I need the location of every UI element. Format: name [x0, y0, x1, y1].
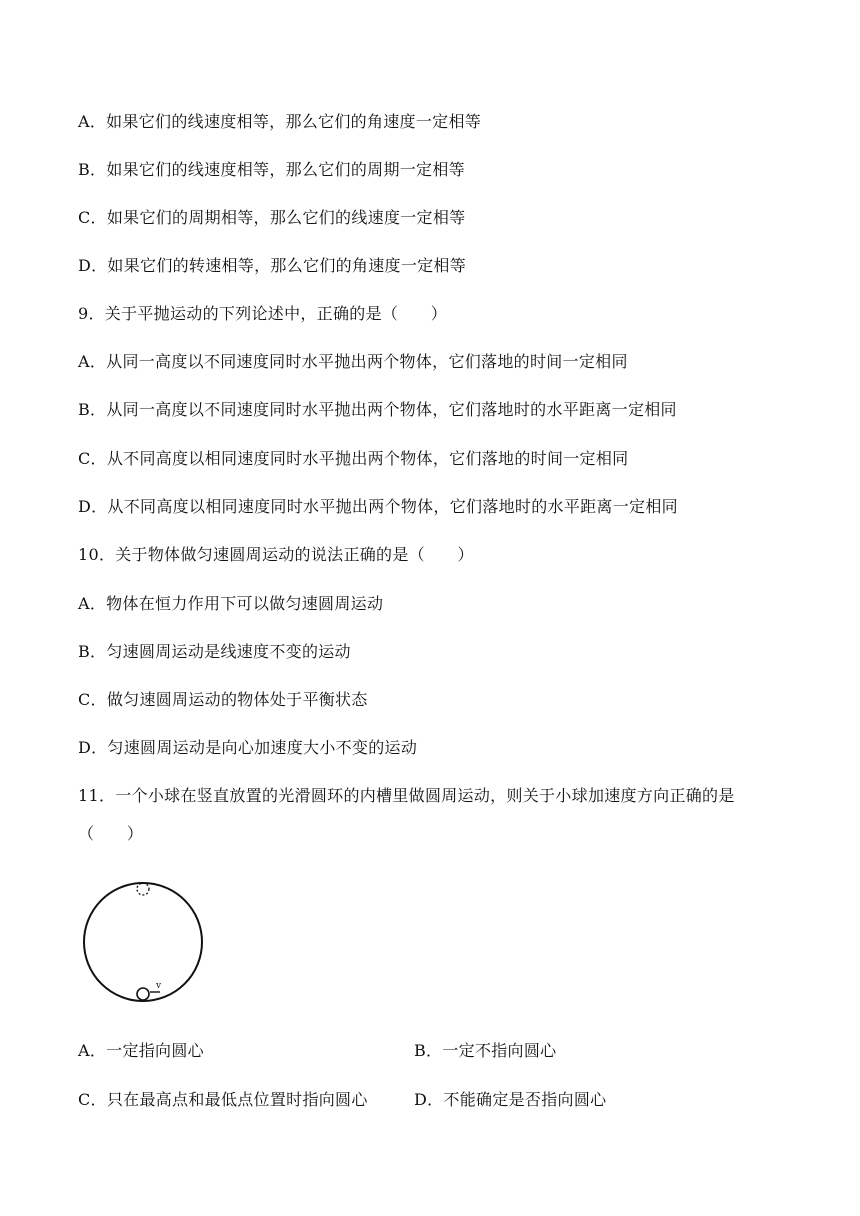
q8-option-a: A．如果它们的线速度相等，那么它们的角速度一定相等	[78, 112, 482, 131]
circular-track	[84, 883, 202, 1001]
q11-option-d: D．不能确定是否指向圆心	[414, 1090, 607, 1109]
q8-option-d: D．如果它们的转速相等，那么它们的角速度一定相等	[78, 256, 467, 275]
circular-track-figure	[80, 874, 210, 1010]
q9-stem: 9．关于平抛运动的下列论述中，正确的是（ ）	[78, 304, 448, 323]
q10-option-b: B．匀速圆周运动是线速度不变的运动	[78, 642, 351, 661]
q9-option-b: B．从同一高度以不同速度同时水平抛出两个物体，它们落地时的水平距离一定相同	[78, 400, 677, 419]
ball-bottom	[137, 988, 149, 1000]
q11-option-a: A．一定指向圆心	[78, 1041, 204, 1060]
q8-option-b: B．如果它们的线速度相等，那么它们的周期一定相等	[78, 160, 465, 179]
q11-stem-line2: （ ）	[78, 824, 144, 843]
q10-option-c: C．做匀速圆周运动的物体处于平衡状态	[78, 690, 368, 709]
q8-option-c: C．如果它们的周期相等，那么它们的线速度一定相等	[78, 208, 466, 227]
q9-option-a: A．从同一高度以不同速度同时水平抛出两个物体，它们落地的时间一定相同	[78, 352, 628, 371]
velocity-label: v	[156, 981, 162, 991]
q11-stem-line1: 11．一个小球在竖直放置的光滑圆环的内槽里做圆周运动，则关于小球加速度方向正确的是	[78, 786, 735, 805]
q9-option-c: C．从不同高度以相同速度同时水平抛出两个物体，它们落地的时间一定相同	[78, 449, 629, 468]
q10-option-d: D．匀速圆周运动是向心加速度大小不变的运动	[78, 738, 418, 757]
q11-option-b: B．一定不指向圆心	[414, 1041, 557, 1060]
q10-stem: 10．关于物体做匀速圆周运动的说法正确的是（ ）	[78, 545, 474, 564]
q10-option-a: A．物体在恒力作用下可以做匀速圆周运动	[78, 594, 384, 613]
q9-option-d: D．从不同高度以相同速度同时水平抛出两个物体，它们落地时的水平距离一定相同	[78, 497, 678, 516]
q11-option-c: C．只在最高点和最低点位置时指向圆心	[78, 1090, 368, 1109]
ball-top-dashed	[137, 883, 149, 895]
